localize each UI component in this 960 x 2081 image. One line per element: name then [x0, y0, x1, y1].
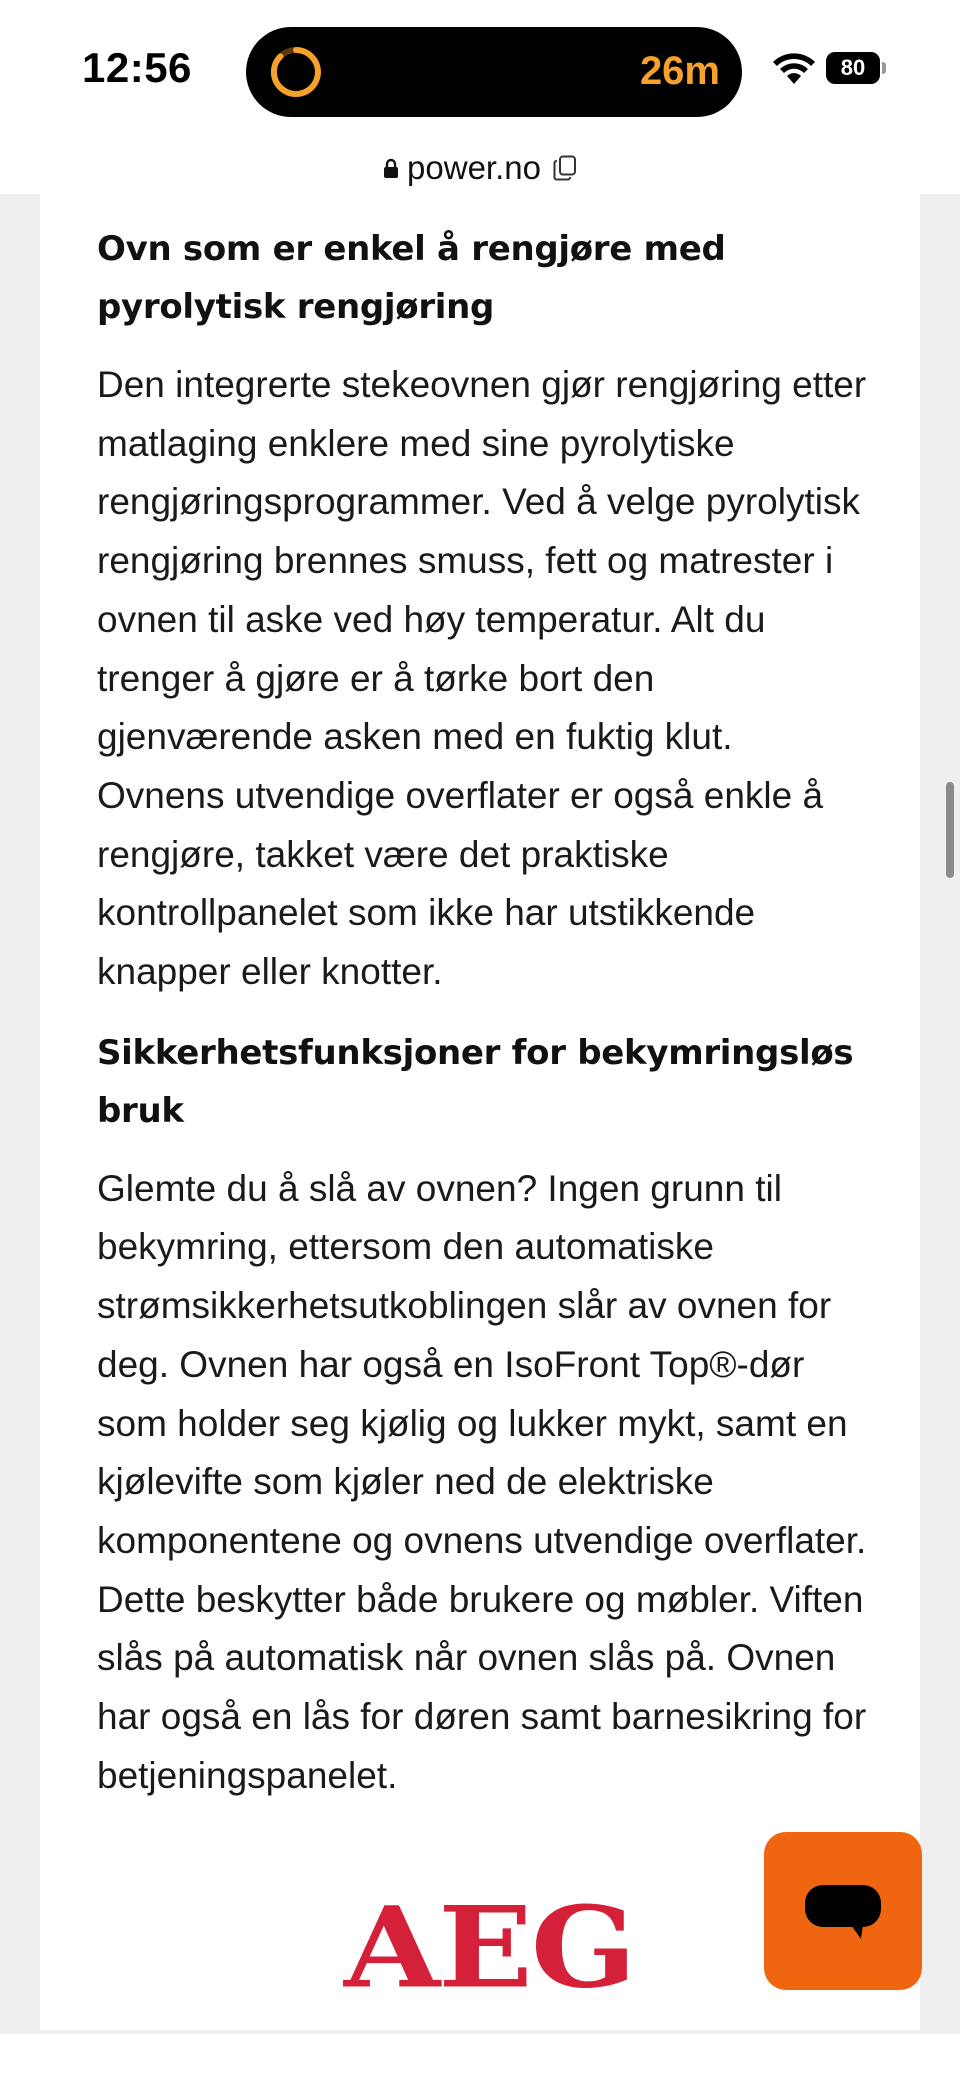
section-heading-safety: Sikkerhetsfunksjoner for bekymringsløs bruk [97, 1032, 854, 1131]
battery-icon [826, 52, 886, 84]
chat-button[interactable] [764, 1832, 922, 1990]
dynamic-island[interactable] [246, 27, 742, 117]
timer-icon [268, 44, 324, 100]
url-text: power.no [407, 149, 541, 186]
article [97, 220, 867, 1827]
copy-icon[interactable] [553, 155, 577, 181]
status-bar [0, 0, 960, 142]
battery-tip [882, 62, 886, 74]
aeg-logo: AEG [344, 1883, 635, 2014]
section-body-cleaning: Den integrerte stekeovnen gjør rengjøring etter matlaging enklere med sine pyrolytiske rengjøringsprogrammer. Ved å velge pyrolytisk rengjøring brennes smuss, fett og matrester i ovnen til aske ved høy temperatur. Alt du trenger å gjøre er å tørke bort den gjenværende asken med en fuktig klut. Ovnens utvendige overflater er også enkle å rengjøre, takket være det praktiske kontrollpanelet som ikke har utstikkende knapper eller knotter. [97, 364, 867, 993]
scrollbar[interactable] [946, 782, 954, 878]
battery-level: 80 [826, 52, 880, 84]
status-time: 12:56 [82, 44, 192, 91]
chat-bubble-icon [803, 1881, 883, 1941]
section-body-safety: Glemte du å slå av ovnen? Ingen grunn til bekymring, ettersom den automatiske strømsikkerhetsutkoblingen slår av ovnen for deg. Ovnen har også en IsoFront Top®-dør som holder seg kjølig og lukker mykt, samt en kjølevifte som kjøler ned de elektriske komponentene og ovnens utvendige overflater. Dette beskytter både brukere og møbler. Viften slås på automatisk når ovnen slås på. Ovnen har også en lås for døren samt barnesikring for betjeningspanelet. [97, 1167, 867, 1796]
url-field[interactable] [383, 149, 577, 187]
lock-icon [383, 158, 399, 178]
url-bar[interactable] [0, 142, 960, 194]
timer-text: 26m [639, 49, 720, 93]
section-heading-cleaning: Ovn som er enkel å rengjøre med pyrolytisk rengjøring [97, 229, 726, 327]
wifi-icon [772, 50, 816, 86]
